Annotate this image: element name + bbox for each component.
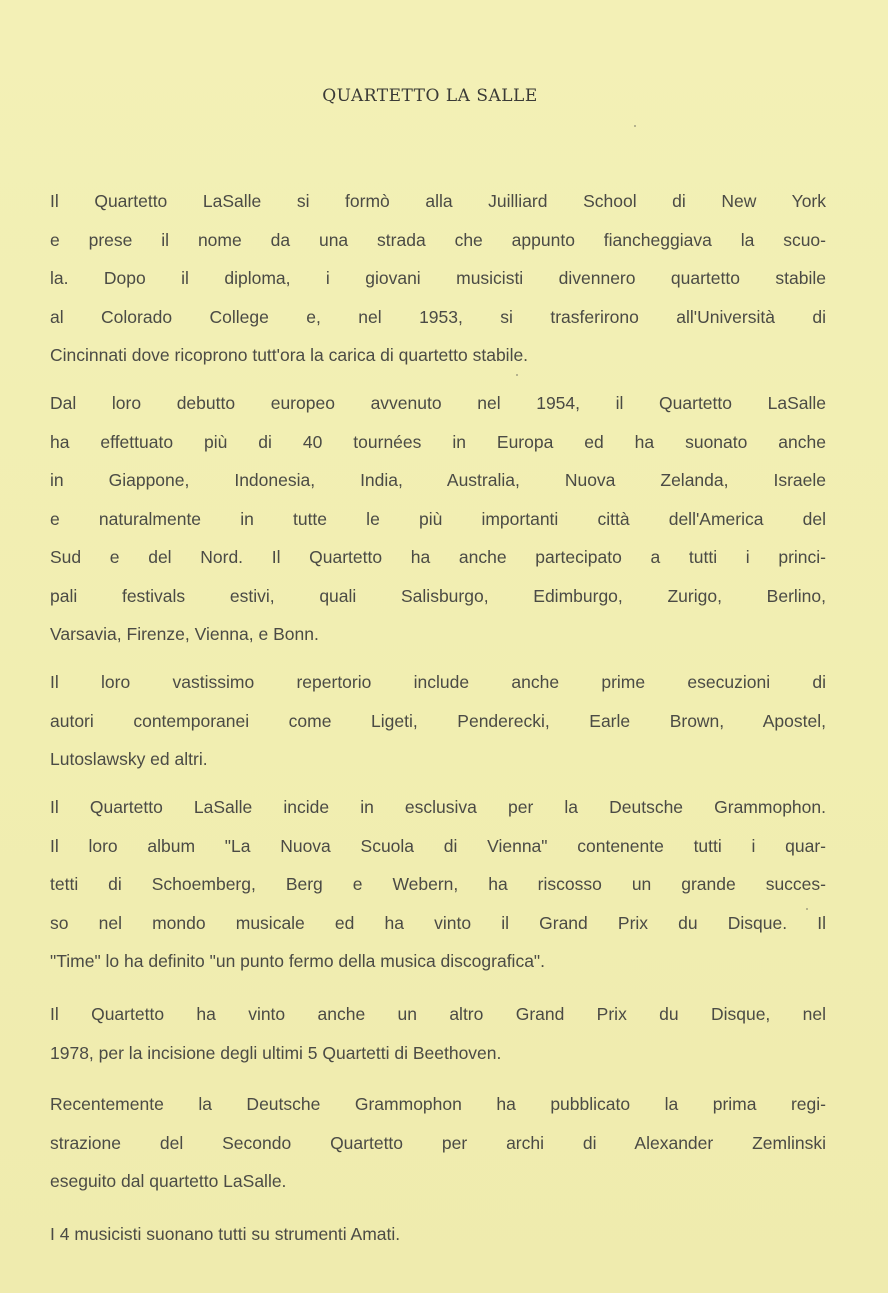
- paper-speck: [516, 374, 518, 376]
- paper-speck: [806, 908, 808, 910]
- text-line: strazione del Secondo Quartetto per archi di Alexander Zemlinski: [50, 1132, 826, 1153]
- text-line: so nel mondo musicale ed ha vinto il Grand Prix du Disque. Il: [50, 912, 826, 933]
- text-line: Cincinnati dove ricoprono tutt'ora la carica di quartetto stabile.: [50, 345, 529, 365]
- paragraph-founding: [50, 182, 826, 375]
- text-line: ha effettuato più di 40 tournées in Europa ed ha suonato anche: [50, 431, 826, 452]
- paragraph-repertoire: [50, 663, 826, 779]
- text-line: Il loro album "La Nuova Scuola di Vienna" contenente tutti i quar-: [50, 835, 826, 856]
- paragraph-zemlinski: [50, 1085, 826, 1201]
- text-line: autori contemporanei come Ligeti, Penderecki, Earle Brown, Apostel,: [50, 710, 826, 731]
- text-line: Il Quartetto LaSalle si formò alla Juilliard School di New York: [50, 191, 826, 211]
- text-line: 1978, per la incisione degli ultimi 5 Quartetti di Beethoven.: [50, 1042, 502, 1063]
- text-line: al Colorado College e, nel 1953, si trasferirono all'Università di: [50, 306, 826, 327]
- text-line: pali festivals estivi, quali Salisburgo, Edimburgo, Zurigo, Berlino,: [50, 585, 826, 606]
- paragraph-recordings: [50, 788, 826, 981]
- text-line: la. Dopo il diploma, i giovani musicisti divennero quartetto stabile: [50, 268, 826, 288]
- text-line: tetti di Schoemberg, Berg e Webern, ha riscosso un grande succes-: [50, 874, 826, 894]
- text-line: "Time" lo ha definito "un punto fermo della musica discografica".: [50, 951, 545, 971]
- text-line: Sud e del Nord. Il Quartetto ha anche partecipato a tutti i princi-: [50, 547, 826, 567]
- text-line: Varsavia, Firenze, Vienna, e Bonn.: [50, 624, 319, 644]
- text-line: Il Quartetto LaSalle incide in esclusiva per la Deutsche Grammophon.: [50, 797, 826, 817]
- text-line: Il Quartetto ha vinto anche un altro Grand Prix du Disque, nel: [50, 1004, 826, 1024]
- text-line: Il loro vastissimo repertorio include anche prime esecuzioni di: [50, 672, 826, 692]
- text-line: Recentemente la Deutsche Grammophon ha pubblicato la prima regi-: [50, 1094, 826, 1114]
- text-line: eseguito dal quartetto LaSalle.: [50, 1171, 287, 1191]
- text-line: I 4 musicisti suonano tutti su strumenti Amati.: [50, 1224, 401, 1244]
- paragraph-tours: [50, 384, 826, 654]
- document-title: QUARTETTO LA SALLE: [322, 86, 538, 106]
- paper-speck: [634, 125, 636, 127]
- text-line: Lutoslawsky ed altri.: [50, 749, 208, 769]
- text-line: Dal loro debutto europeo avvenuto nel 1954, il Quartetto LaSalle: [50, 393, 826, 413]
- paragraph-grand-prix: [50, 995, 826, 1072]
- text-line: e naturalmente in tutte le più importanti città dell'America del: [50, 508, 826, 529]
- text-line: e prese il nome da una strada che appunto fiancheggiava la scuo-: [50, 229, 826, 250]
- paragraph-instruments: [50, 1215, 826, 1254]
- text-line: in Giappone, Indonesia, India, Australia, Nuova Zelanda, Israele: [50, 470, 826, 490]
